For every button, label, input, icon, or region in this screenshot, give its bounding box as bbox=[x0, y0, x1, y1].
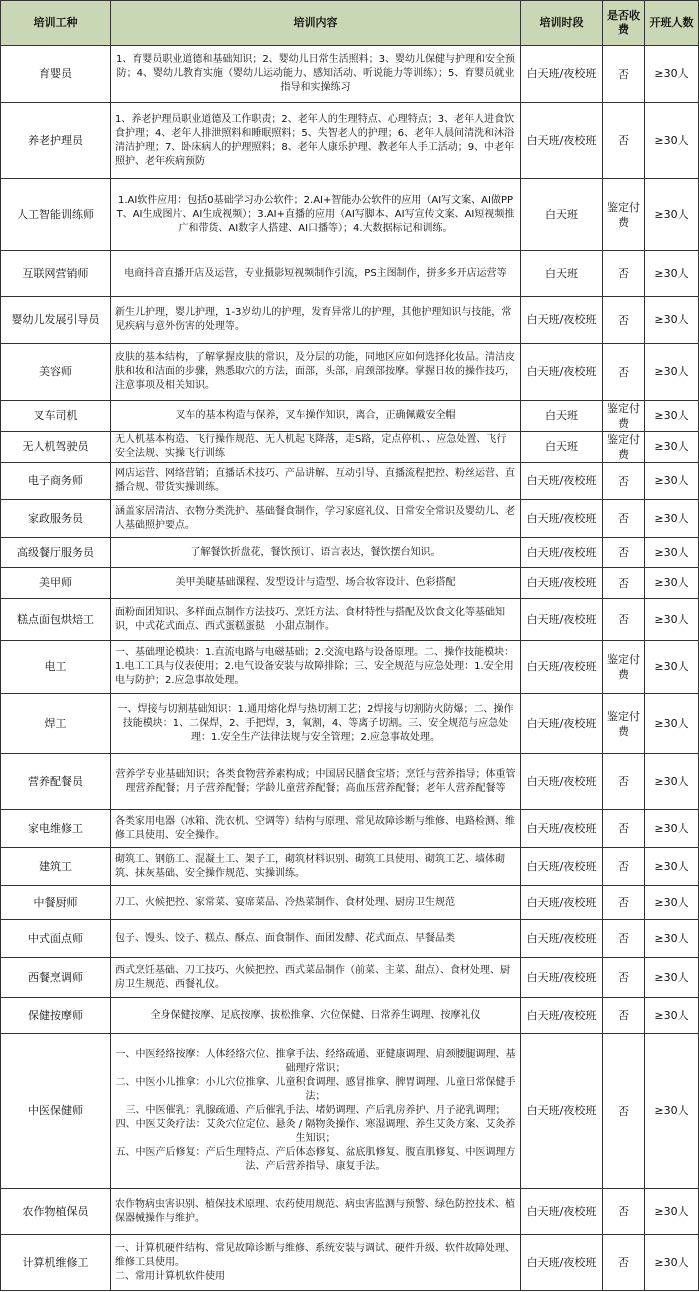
cell-type: 育婴员 bbox=[1, 46, 111, 103]
table-row bbox=[1, 46, 699, 103]
cell-time: 白天班/夜校班 bbox=[521, 568, 603, 599]
cell-type: 中餐厨师 bbox=[1, 886, 111, 920]
table-row bbox=[1, 848, 699, 886]
cell-time: 白天班/夜校班 bbox=[521, 599, 603, 641]
cell-time: 白天班/夜校班 bbox=[521, 848, 603, 886]
cell-size: ≥30人 bbox=[645, 1034, 699, 1189]
cell-type: 人工智能训练师 bbox=[1, 179, 111, 251]
cell-time: 白天班/夜校班 bbox=[521, 694, 603, 754]
content-line: 五、中医产后修复：产后生理特点、产后体态修复、盆底肌修复、腹直肌修复、中医调理方法、产后营养指导、康复手法。 bbox=[115, 1147, 516, 1172]
cell-type: 电子商务师 bbox=[1, 463, 111, 500]
cell-fee: 否 bbox=[603, 46, 645, 103]
cell-content: 农作物病虫害识别、植保技术原理、农药使用规范、病虫害监测与预警、绿色防控技术、植保器械操作与维护。 bbox=[111, 1189, 521, 1235]
cell-type: 糕点面包烘焙工 bbox=[1, 599, 111, 641]
table-row bbox=[1, 810, 699, 848]
table-row bbox=[1, 886, 699, 920]
cell-type: 中医保健师 bbox=[1, 1034, 111, 1189]
cell-fee: 鉴定付费 bbox=[603, 179, 645, 251]
cell-content: 面粉面团知识、多样面点制作方法技巧、烹饪方法、食材特性与搭配及饮食文化等基础知识，中式花式面点、西式蛋糕蛋挞 小甜点制作。 bbox=[111, 599, 521, 641]
cell-size: ≥30人 bbox=[645, 463, 699, 500]
table-row bbox=[1, 599, 699, 641]
cell-size: ≥30人 bbox=[645, 538, 699, 568]
cell-size: ≥30人 bbox=[645, 810, 699, 848]
cell-content: 叉车的基本构造与保养，叉车操作知识，离合，正确佩戴安全帽 bbox=[111, 401, 521, 432]
cell-content: 新生儿护理，婴儿护理，1-3岁幼儿的护理，发育异常儿的护理，其他护理知识与技能，常见疾病与意外伤害的处理等。 bbox=[111, 297, 521, 344]
content-line: 三、中医催乳：乳腺疏通、产后催乳手法、堵奶调理、产后乳房养护、月子泌乳调理； bbox=[125, 1105, 506, 1116]
cell-fee: 否 bbox=[603, 998, 645, 1034]
cell-type: 建筑工 bbox=[1, 848, 111, 886]
cell-size: ≥30人 bbox=[645, 958, 699, 998]
cell-fee: 否 bbox=[603, 1235, 645, 1291]
cell-fee: 否 bbox=[603, 886, 645, 920]
cell-time: 白天班 bbox=[521, 251, 603, 297]
cell-time: 白天班/夜校班 bbox=[521, 641, 603, 694]
cell-type: 养老护理员 bbox=[1, 103, 111, 179]
cell-time: 白天班/夜校班 bbox=[521, 1235, 603, 1291]
cell-type: 家电维修工 bbox=[1, 810, 111, 848]
cell-type: 美甲师 bbox=[1, 568, 111, 599]
cell-size: ≥30人 bbox=[645, 998, 699, 1034]
cell-type: 婴幼儿发展引导员 bbox=[1, 297, 111, 344]
cell-time: 白天班/夜校班 bbox=[521, 297, 603, 344]
cell-fee: 鉴定付费 bbox=[603, 432, 645, 463]
content-line: 二、常用计算机软件使用 bbox=[115, 1270, 225, 1282]
content-line: 一、计算机硬件结构、常见故障诊断与维修、系统安装与调试、硬件升级、软件故障处理、维修工具使用。 bbox=[115, 1242, 515, 1268]
cell-fee: 否 bbox=[603, 500, 645, 538]
cell-type: 计算机维修工 bbox=[1, 1235, 111, 1291]
cell-fee: 否 bbox=[603, 103, 645, 179]
cell-size: ≥30人 bbox=[645, 401, 699, 432]
cell-size: ≥30人 bbox=[645, 500, 699, 538]
cell-fee: 否 bbox=[603, 568, 645, 599]
table-row bbox=[1, 958, 699, 998]
cell-type: 营养配餐员 bbox=[1, 754, 111, 810]
cell-content: 涵盖家居清洁、衣物分类洗护、基础餐食制作，学习家庭礼仪、日常安全常识及婴幼儿、老人基础照护要点。 bbox=[111, 500, 521, 538]
cell-time: 白天班 bbox=[521, 401, 603, 432]
cell-content: 包子、馒头、饺子、糕点、酥点、面食制作、面团发酵、花式面点、早餐品类 bbox=[111, 920, 521, 958]
cell-time: 白天班/夜校班 bbox=[521, 958, 603, 998]
cell-fee: 否 bbox=[603, 1034, 645, 1189]
table-row bbox=[1, 694, 699, 754]
cell-fee: 否 bbox=[603, 754, 645, 810]
cell-fee: 否 bbox=[603, 297, 645, 344]
cell-content: 电商抖音直播开店及运营，专业摄影短视频制作引流，PS主图制作，拼多多开店运营等 bbox=[111, 251, 521, 297]
cell-time: 白天班/夜校班 bbox=[521, 500, 603, 538]
cell-time: 白天班/夜校班 bbox=[521, 103, 603, 179]
header-size: 开班人数 bbox=[645, 1, 699, 46]
table-row bbox=[1, 500, 699, 538]
content-line: 四、中医艾灸疗法：艾灸穴位定位、悬灸 / 隔物灸操作、寒湿调理、养生艾灸方案、艾灸养生知识； bbox=[115, 1119, 516, 1144]
cell-content: 美甲美睫基础课程、发型设计与造型、场合妆容设计、色彩搭配 bbox=[111, 568, 521, 599]
content-line: 一、中医经络按摩：人体经络穴位、推拿手法、经络疏通、亚健康调理、肩颈腰腿调理、基础理疗常识； bbox=[115, 1049, 516, 1074]
cell-size: ≥30人 bbox=[645, 641, 699, 694]
cell-fee: 否 bbox=[603, 920, 645, 958]
table-row bbox=[1, 401, 699, 432]
cell-time: 白天班/夜校班 bbox=[521, 46, 603, 103]
table-row bbox=[1, 463, 699, 500]
cell-fee: 否 bbox=[603, 344, 645, 401]
cell-size: ≥30人 bbox=[645, 297, 699, 344]
cell-size: ≥30人 bbox=[645, 886, 699, 920]
cell-content: 1、育婴员职业道德和基础知识；2、婴幼儿日常生活照料；3、婴幼儿保健与护理和安全预防；4、婴幼儿教育实施（婴幼儿运动能力、感知活动、听说能力等训练）；5、育婴员就业指导和实操练习 bbox=[111, 46, 521, 103]
cell-content: 了解餐饮折盘花，餐饮预订、语言表达，餐饮摆台知识。 bbox=[111, 538, 521, 568]
cell-fee: 否 bbox=[603, 958, 645, 998]
cell-content: 1、养老护理员职业道德及工作职责；2、老年人的生理特点、心理特点；3、老年人进食饮食护理；4、老年人排泄照料和睡眠照料；5、失智老人的护理；6、老年人晨间清洗和沐浴清洁护理；7、卧床病人的护理照料；8、老年人康乐护理、教老年人手工活动；9、中老年照护、老年疾病预防 bbox=[111, 103, 521, 179]
cell-type: 中式面点师 bbox=[1, 920, 111, 958]
cell-fee: 否 bbox=[603, 463, 645, 500]
cell-content: 西式烹饪基础、刀工技巧、火候把控、西式菜品制作（前菜、主菜、甜点）、食材处理、厨房卫生规范、西餐礼仪。 bbox=[111, 958, 521, 998]
table-row bbox=[1, 1235, 699, 1291]
cell-time: 白天班/夜校班 bbox=[521, 463, 603, 500]
cell-type: 互联网营销师 bbox=[1, 251, 111, 297]
cell-type: 美容师 bbox=[1, 344, 111, 401]
table-row bbox=[1, 1189, 699, 1235]
cell-content: 砌筑工、钢筋工、混凝土工、架子工，砌筑材料识别、砌筑工具使用、砌筑工艺、墙体砌筑、抹灰基础、安全操作规范、实操训练。 bbox=[111, 848, 521, 886]
header-time: 培训时段 bbox=[521, 1, 603, 46]
cell-fee: 鉴定付费 bbox=[603, 401, 645, 432]
cell-fee: 否 bbox=[603, 251, 645, 297]
cell-size: ≥30人 bbox=[645, 568, 699, 599]
cell-time: 白天班/夜校班 bbox=[521, 998, 603, 1034]
cell-type: 焊工 bbox=[1, 694, 111, 754]
cell-content: 营养学专业基础知识；各类食物营养素构成；中国居民膳食宝塔；烹饪与营养指导；体重管理营养配餐；月子营养配餐；学龄儿童营养配餐；高血压营养配餐；老年人营养配餐等 bbox=[111, 754, 521, 810]
cell-content: 无人机基本构造、飞行操作规范、无人机起飞降落，走S路，定点停机、、应急处置、飞行安全法规、实操飞行训练 bbox=[111, 432, 521, 463]
cell-content: 刀工、火候把控、家常菜、宴席菜品、冷热菜制作、食材处理、厨房卫生规范 bbox=[111, 886, 521, 920]
table-row bbox=[1, 998, 699, 1034]
cell-type: 叉车司机 bbox=[1, 401, 111, 432]
table-row bbox=[1, 568, 699, 599]
header-row bbox=[1, 1, 699, 46]
cell-fee: 否 bbox=[603, 848, 645, 886]
cell-size: ≥30人 bbox=[645, 46, 699, 103]
table-row bbox=[1, 1034, 699, 1189]
cell-type: 家政服务员 bbox=[1, 500, 111, 538]
cell-type: 西餐烹调师 bbox=[1, 958, 111, 998]
header-type: 培训工种 bbox=[1, 1, 111, 46]
cell-fee: 鉴定付费 bbox=[603, 694, 645, 754]
cell-type: 电工 bbox=[1, 641, 111, 694]
cell-time: 白天班/夜校班 bbox=[521, 344, 603, 401]
table-row bbox=[1, 754, 699, 810]
cell-time: 白天班 bbox=[521, 179, 603, 251]
cell-content bbox=[111, 1034, 521, 1189]
cell-time: 白天班/夜校班 bbox=[521, 810, 603, 848]
cell-fee: 鉴定付费 bbox=[603, 641, 645, 694]
cell-content: 各类家用电器（冰箱、洗衣机、空调等）结构与原理、常见故障诊断与维修、电路检测、维修工具使用、安全操作。 bbox=[111, 810, 521, 848]
cell-type: 保健按摩师 bbox=[1, 998, 111, 1034]
cell-size: ≥30人 bbox=[645, 1189, 699, 1235]
header-fee: 是否收费 bbox=[603, 1, 645, 46]
table-row bbox=[1, 251, 699, 297]
cell-size: ≥30人 bbox=[645, 599, 699, 641]
table-row bbox=[1, 103, 699, 179]
header-content: 培训内容 bbox=[111, 1, 521, 46]
cell-fee: 否 bbox=[603, 1189, 645, 1235]
cell-time: 白天班 bbox=[521, 432, 603, 463]
cell-content: 皮肤的基本结构，了解掌握皮肤的常识，及分层的功能，同地区应如何选择化妆品。清洁皮肤和妆和洁面的步骤，熟悉取穴的方法，面部，头部，肩颈部按摩。掌握日妆的操作技巧，注意事项及相关知识。 bbox=[111, 344, 521, 401]
table-row bbox=[1, 538, 699, 568]
table-row bbox=[1, 179, 699, 251]
cell-size: ≥30人 bbox=[645, 1235, 699, 1291]
cell-size: ≥30人 bbox=[645, 920, 699, 958]
cell-time: 白天班/夜校班 bbox=[521, 1189, 603, 1235]
cell-content bbox=[111, 1235, 521, 1291]
cell-fee: 否 bbox=[603, 810, 645, 848]
table-row bbox=[1, 920, 699, 958]
cell-content: 一、基础理论模块：1.直流电路与电磁基础；2.交流电路与设备原理。二、操作技能模块：1.电工工具与仪表使用；2.电气设备安装与故障排除；三、安全规范与应急处理：1.安全用电与防护；2.应急事故处理。 bbox=[111, 641, 521, 694]
cell-type: 农作物植保员 bbox=[1, 1189, 111, 1235]
cell-size: ≥30人 bbox=[645, 344, 699, 401]
cell-content: 网店运营、网络营销；直播话术技巧、产品讲解、互动引导、直播流程把控、粉丝运营、直播合规、带货实操训练。 bbox=[111, 463, 521, 500]
table-row bbox=[1, 641, 699, 694]
cell-type: 无人机驾驶员 bbox=[1, 432, 111, 463]
cell-time: 白天班/夜校班 bbox=[521, 538, 603, 568]
table-row bbox=[1, 297, 699, 344]
cell-fee: 否 bbox=[603, 538, 645, 568]
cell-time: 白天班/夜校班 bbox=[521, 920, 603, 958]
cell-size: ≥30人 bbox=[645, 848, 699, 886]
cell-size: ≥30人 bbox=[645, 179, 699, 251]
cell-content: 全身保健按摩、足底按摩、拔松推拿、穴位保健、日常养生调理、按摩礼仪 bbox=[111, 998, 521, 1034]
cell-fee: 否 bbox=[603, 599, 645, 641]
table-row bbox=[1, 432, 699, 463]
cell-size: ≥30人 bbox=[645, 754, 699, 810]
content-line: 二、中医小儿推拿：小儿穴位推拿、儿童积食调理、感冒推拿、脾胃调理、儿童日常保健手法； bbox=[115, 1077, 516, 1102]
cell-size: ≥30人 bbox=[645, 103, 699, 179]
cell-size: ≥30人 bbox=[645, 694, 699, 754]
cell-time: 白天班/夜校班 bbox=[521, 886, 603, 920]
cell-type: 高级餐厅服务员 bbox=[1, 538, 111, 568]
table-row bbox=[1, 344, 699, 401]
cell-content: 1.AI软件应用：包括0基础学习办公软件；2.AI+智能办公软件的应用（AI写文案、AI做PPT、AI生成图片、AI生成视频）；3.AI+直播的应用（AI写脚本、AI写宣传文案、AI短视频推广和带货、AI数字人搭建、AI口播等）；4.大数据标记和训练。 bbox=[111, 179, 521, 251]
cell-size: ≥30人 bbox=[645, 251, 699, 297]
cell-size: ≥30人 bbox=[645, 432, 699, 463]
cell-time: 白天班/夜校班 bbox=[521, 1034, 603, 1189]
cell-time: 白天班/夜校班 bbox=[521, 754, 603, 810]
cell-content: 一、焊接与切割基础知识：1.通用熔化焊与热切割工艺；2焊接与切割防火防爆；二、操作技能模块：1、二保焊，2、手把焊，3，氧割，4、等离子切割。三、安全规范与应急处理：1.安全生产法律法规与安全管理；2.应急事故处理。 bbox=[111, 694, 521, 754]
